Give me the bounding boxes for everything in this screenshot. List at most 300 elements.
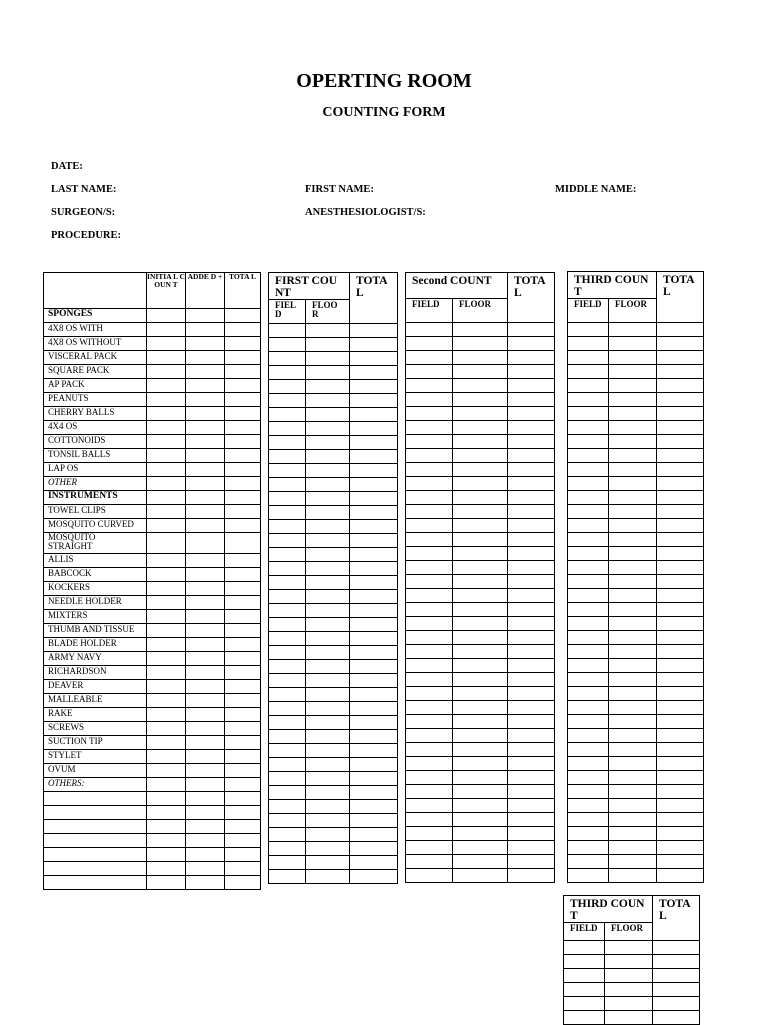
second-count-floor-cell[interactable] bbox=[453, 351, 508, 365]
initial-count-cell[interactable] bbox=[147, 505, 186, 519]
added-cell[interactable] bbox=[186, 778, 225, 792]
first-count-floor-cell[interactable] bbox=[306, 478, 350, 492]
third-count-field-cell[interactable] bbox=[568, 589, 609, 603]
first-count-floor-cell[interactable] bbox=[306, 744, 350, 758]
third-count-floor-cell[interactable] bbox=[609, 589, 657, 603]
second-count-total-cell[interactable] bbox=[508, 687, 555, 701]
first-count-total-cell[interactable] bbox=[350, 436, 398, 450]
first-count-total-cell[interactable] bbox=[350, 730, 398, 744]
third-count-total-cell[interactable] bbox=[657, 673, 704, 687]
second-count-total-cell[interactable] bbox=[508, 715, 555, 729]
first-count-field-cell[interactable] bbox=[269, 702, 306, 716]
added-cell[interactable] bbox=[186, 722, 225, 736]
added-cell[interactable] bbox=[186, 554, 225, 568]
initial-count-cell[interactable] bbox=[147, 862, 186, 876]
first-count-floor-cell[interactable] bbox=[306, 646, 350, 660]
initial-count-cell[interactable] bbox=[147, 533, 186, 554]
second-count-total-cell[interactable] bbox=[508, 813, 555, 827]
second-count-floor-cell[interactable] bbox=[453, 673, 508, 687]
initial-count-cell[interactable] bbox=[147, 421, 186, 435]
total-cell[interactable] bbox=[225, 505, 261, 519]
total-cell[interactable] bbox=[225, 477, 261, 491]
third-count-floor-cell[interactable] bbox=[609, 547, 657, 561]
second-count-field-cell[interactable] bbox=[406, 841, 453, 855]
total-cell[interactable] bbox=[225, 407, 261, 421]
initial-count-cell[interactable] bbox=[147, 876, 186, 890]
first-count-total-cell[interactable] bbox=[350, 744, 398, 758]
initial-count-cell[interactable] bbox=[147, 792, 186, 806]
second-count-field-cell[interactable] bbox=[406, 701, 453, 715]
total-cell[interactable] bbox=[225, 519, 261, 533]
second-count-floor-cell[interactable] bbox=[453, 421, 508, 435]
first-count-field-cell[interactable] bbox=[269, 450, 306, 464]
added-cell[interactable] bbox=[186, 449, 225, 463]
second-count-field-cell[interactable] bbox=[406, 729, 453, 743]
second-count-field-cell[interactable] bbox=[406, 519, 453, 533]
total-cell[interactable] bbox=[225, 778, 261, 792]
first-count-floor-cell[interactable] bbox=[306, 604, 350, 618]
second-count-floor-cell[interactable] bbox=[453, 603, 508, 617]
initial-count-cell[interactable] bbox=[147, 365, 186, 379]
third-count-extra-total-cell[interactable] bbox=[653, 983, 700, 997]
second-count-field-cell[interactable] bbox=[406, 855, 453, 869]
third-count-floor-cell[interactable] bbox=[609, 785, 657, 799]
first-count-floor-cell[interactable] bbox=[306, 492, 350, 506]
first-count-floor-cell[interactable] bbox=[306, 814, 350, 828]
second-count-total-cell[interactable] bbox=[508, 519, 555, 533]
first-count-field-cell[interactable] bbox=[269, 856, 306, 870]
first-count-field-cell[interactable] bbox=[269, 632, 306, 646]
first-count-field-cell[interactable] bbox=[269, 576, 306, 590]
first-count-total-cell[interactable] bbox=[350, 618, 398, 632]
first-count-floor-cell[interactable] bbox=[306, 422, 350, 436]
first-count-field-cell[interactable] bbox=[269, 828, 306, 842]
second-count-total-cell[interactable] bbox=[508, 337, 555, 351]
third-count-extra-field-cell[interactable] bbox=[564, 955, 605, 969]
third-count-extra-floor-cell[interactable] bbox=[605, 955, 653, 969]
first-count-total-cell[interactable] bbox=[350, 828, 398, 842]
initial-count-cell[interactable] bbox=[147, 323, 186, 337]
second-count-floor-cell[interactable] bbox=[453, 337, 508, 351]
total-cell[interactable] bbox=[225, 862, 261, 876]
second-count-field-cell[interactable] bbox=[406, 827, 453, 841]
third-count-floor-cell[interactable] bbox=[609, 407, 657, 421]
third-count-total-cell[interactable] bbox=[657, 379, 704, 393]
initial-count-cell[interactable] bbox=[147, 309, 186, 323]
first-count-total-cell[interactable] bbox=[350, 450, 398, 464]
third-count-field-cell[interactable] bbox=[568, 337, 609, 351]
first-count-total-cell[interactable] bbox=[350, 758, 398, 772]
second-count-field-cell[interactable] bbox=[406, 645, 453, 659]
second-count-total-cell[interactable] bbox=[508, 603, 555, 617]
first-count-field-cell[interactable] bbox=[269, 408, 306, 422]
second-count-total-cell[interactable] bbox=[508, 491, 555, 505]
third-count-total-cell[interactable] bbox=[657, 813, 704, 827]
first-count-floor-cell[interactable] bbox=[306, 436, 350, 450]
first-count-field-cell[interactable] bbox=[269, 800, 306, 814]
second-count-total-cell[interactable] bbox=[508, 645, 555, 659]
third-count-total-cell[interactable] bbox=[657, 687, 704, 701]
third-count-extra-field-cell[interactable] bbox=[564, 1011, 605, 1025]
second-count-total-cell[interactable] bbox=[508, 505, 555, 519]
added-cell[interactable] bbox=[186, 792, 225, 806]
first-count-field-cell[interactable] bbox=[269, 646, 306, 660]
third-count-total-cell[interactable] bbox=[657, 645, 704, 659]
third-count-field-cell[interactable] bbox=[568, 477, 609, 491]
total-cell[interactable] bbox=[225, 764, 261, 778]
initial-count-cell[interactable] bbox=[147, 666, 186, 680]
added-cell[interactable] bbox=[186, 435, 225, 449]
second-count-field-cell[interactable] bbox=[406, 491, 453, 505]
first-count-field-cell[interactable] bbox=[269, 380, 306, 394]
second-count-field-cell[interactable] bbox=[406, 603, 453, 617]
second-count-total-cell[interactable] bbox=[508, 743, 555, 757]
added-cell[interactable] bbox=[186, 407, 225, 421]
second-count-floor-cell[interactable] bbox=[453, 757, 508, 771]
first-count-field-cell[interactable] bbox=[269, 772, 306, 786]
second-count-floor-cell[interactable] bbox=[453, 869, 508, 883]
second-count-total-cell[interactable] bbox=[508, 869, 555, 883]
initial-count-cell[interactable] bbox=[147, 568, 186, 582]
total-cell[interactable] bbox=[225, 491, 261, 505]
first-count-floor-cell[interactable] bbox=[306, 450, 350, 464]
first-count-field-cell[interactable] bbox=[269, 534, 306, 548]
third-count-field-cell[interactable] bbox=[568, 771, 609, 785]
added-cell[interactable] bbox=[186, 848, 225, 862]
third-count-field-cell[interactable] bbox=[568, 841, 609, 855]
second-count-total-cell[interactable] bbox=[508, 533, 555, 547]
first-count-floor-cell[interactable] bbox=[306, 366, 350, 380]
second-count-floor-cell[interactable] bbox=[453, 813, 508, 827]
second-count-floor-cell[interactable] bbox=[453, 645, 508, 659]
first-count-floor-cell[interactable] bbox=[306, 352, 350, 366]
third-count-total-cell[interactable] bbox=[657, 547, 704, 561]
first-count-floor-cell[interactable] bbox=[306, 800, 350, 814]
first-count-total-cell[interactable] bbox=[350, 800, 398, 814]
second-count-total-cell[interactable] bbox=[508, 379, 555, 393]
total-cell[interactable] bbox=[225, 323, 261, 337]
third-count-total-cell[interactable] bbox=[657, 757, 704, 771]
second-count-floor-cell[interactable] bbox=[453, 785, 508, 799]
total-cell[interactable] bbox=[225, 568, 261, 582]
initial-count-cell[interactable] bbox=[147, 596, 186, 610]
second-count-total-cell[interactable] bbox=[508, 323, 555, 337]
third-count-extra-floor-cell[interactable] bbox=[605, 997, 653, 1011]
third-count-total-cell[interactable] bbox=[657, 449, 704, 463]
third-count-total-cell[interactable] bbox=[657, 533, 704, 547]
total-cell[interactable] bbox=[225, 421, 261, 435]
third-count-field-cell[interactable] bbox=[568, 715, 609, 729]
third-count-field-cell[interactable] bbox=[568, 407, 609, 421]
third-count-field-cell[interactable] bbox=[568, 561, 609, 575]
total-cell[interactable] bbox=[225, 337, 261, 351]
third-count-extra-field-cell[interactable] bbox=[564, 941, 605, 955]
third-count-total-cell[interactable] bbox=[657, 701, 704, 715]
first-count-field-cell[interactable] bbox=[269, 730, 306, 744]
first-count-floor-cell[interactable] bbox=[306, 576, 350, 590]
first-count-floor-cell[interactable] bbox=[306, 856, 350, 870]
first-count-total-cell[interactable] bbox=[350, 366, 398, 380]
first-count-total-cell[interactable] bbox=[350, 380, 398, 394]
initial-count-cell[interactable] bbox=[147, 652, 186, 666]
first-count-total-cell[interactable] bbox=[350, 576, 398, 590]
total-cell[interactable] bbox=[225, 435, 261, 449]
first-count-total-cell[interactable] bbox=[350, 632, 398, 646]
third-count-total-cell[interactable] bbox=[657, 351, 704, 365]
second-count-total-cell[interactable] bbox=[508, 393, 555, 407]
total-cell[interactable] bbox=[225, 736, 261, 750]
initial-count-cell[interactable] bbox=[147, 722, 186, 736]
third-count-field-cell[interactable] bbox=[568, 435, 609, 449]
third-count-floor-cell[interactable] bbox=[609, 631, 657, 645]
initial-count-cell[interactable] bbox=[147, 778, 186, 792]
third-count-total-cell[interactable] bbox=[657, 771, 704, 785]
second-count-floor-cell[interactable] bbox=[453, 561, 508, 575]
third-count-floor-cell[interactable] bbox=[609, 701, 657, 715]
total-cell[interactable] bbox=[225, 463, 261, 477]
second-count-floor-cell[interactable] bbox=[453, 855, 508, 869]
second-count-field-cell[interactable] bbox=[406, 799, 453, 813]
first-count-floor-cell[interactable] bbox=[306, 590, 350, 604]
first-count-total-cell[interactable] bbox=[350, 870, 398, 884]
added-cell[interactable] bbox=[186, 323, 225, 337]
added-cell[interactable] bbox=[186, 596, 225, 610]
initial-count-cell[interactable] bbox=[147, 337, 186, 351]
first-count-total-cell[interactable] bbox=[350, 422, 398, 436]
first-count-floor-cell[interactable] bbox=[306, 618, 350, 632]
first-count-total-cell[interactable] bbox=[350, 716, 398, 730]
first-count-field-cell[interactable] bbox=[269, 814, 306, 828]
third-count-floor-cell[interactable] bbox=[609, 449, 657, 463]
first-count-total-cell[interactable] bbox=[350, 324, 398, 338]
first-count-total-cell[interactable] bbox=[350, 604, 398, 618]
third-count-floor-cell[interactable] bbox=[609, 855, 657, 869]
first-count-total-cell[interactable] bbox=[350, 660, 398, 674]
second-count-floor-cell[interactable] bbox=[453, 547, 508, 561]
second-count-field-cell[interactable] bbox=[406, 785, 453, 799]
third-count-floor-cell[interactable] bbox=[609, 771, 657, 785]
first-count-floor-cell[interactable] bbox=[306, 702, 350, 716]
total-cell[interactable] bbox=[225, 449, 261, 463]
first-count-floor-cell[interactable] bbox=[306, 324, 350, 338]
total-cell[interactable] bbox=[225, 792, 261, 806]
first-count-floor-cell[interactable] bbox=[306, 338, 350, 352]
total-cell[interactable] bbox=[225, 533, 261, 554]
second-count-field-cell[interactable] bbox=[406, 505, 453, 519]
second-count-floor-cell[interactable] bbox=[453, 715, 508, 729]
second-count-floor-cell[interactable] bbox=[453, 771, 508, 785]
second-count-total-cell[interactable] bbox=[508, 435, 555, 449]
third-count-extra-total-cell[interactable] bbox=[653, 955, 700, 969]
second-count-total-cell[interactable] bbox=[508, 449, 555, 463]
initial-count-cell[interactable] bbox=[147, 477, 186, 491]
third-count-field-cell[interactable] bbox=[568, 701, 609, 715]
third-count-floor-cell[interactable] bbox=[609, 379, 657, 393]
first-count-field-cell[interactable] bbox=[269, 786, 306, 800]
first-count-floor-cell[interactable] bbox=[306, 674, 350, 688]
third-count-extra-total-cell[interactable] bbox=[653, 941, 700, 955]
third-count-total-cell[interactable] bbox=[657, 435, 704, 449]
first-count-field-cell[interactable] bbox=[269, 716, 306, 730]
third-count-floor-cell[interactable] bbox=[609, 715, 657, 729]
third-count-extra-floor-cell[interactable] bbox=[605, 941, 653, 955]
third-count-floor-cell[interactable] bbox=[609, 365, 657, 379]
third-count-field-cell[interactable] bbox=[568, 575, 609, 589]
first-count-total-cell[interactable] bbox=[350, 464, 398, 478]
added-cell[interactable] bbox=[186, 624, 225, 638]
third-count-total-cell[interactable] bbox=[657, 785, 704, 799]
third-count-floor-cell[interactable] bbox=[609, 575, 657, 589]
second-count-total-cell[interactable] bbox=[508, 421, 555, 435]
third-count-field-cell[interactable] bbox=[568, 505, 609, 519]
total-cell[interactable] bbox=[225, 694, 261, 708]
first-count-total-cell[interactable] bbox=[350, 548, 398, 562]
third-count-total-cell[interactable] bbox=[657, 477, 704, 491]
second-count-field-cell[interactable] bbox=[406, 673, 453, 687]
third-count-field-cell[interactable] bbox=[568, 631, 609, 645]
initial-count-cell[interactable] bbox=[147, 694, 186, 708]
third-count-floor-cell[interactable] bbox=[609, 617, 657, 631]
third-count-floor-cell[interactable] bbox=[609, 757, 657, 771]
first-count-total-cell[interactable] bbox=[350, 534, 398, 548]
third-count-floor-cell[interactable] bbox=[609, 729, 657, 743]
second-count-floor-cell[interactable] bbox=[453, 617, 508, 631]
third-count-total-cell[interactable] bbox=[657, 519, 704, 533]
second-count-floor-cell[interactable] bbox=[453, 631, 508, 645]
first-count-field-cell[interactable] bbox=[269, 422, 306, 436]
second-count-total-cell[interactable] bbox=[508, 561, 555, 575]
first-count-floor-cell[interactable] bbox=[306, 758, 350, 772]
third-count-total-cell[interactable] bbox=[657, 463, 704, 477]
first-count-field-cell[interactable] bbox=[269, 506, 306, 520]
third-count-total-cell[interactable] bbox=[657, 799, 704, 813]
third-count-floor-cell[interactable] bbox=[609, 491, 657, 505]
second-count-floor-cell[interactable] bbox=[453, 449, 508, 463]
added-cell[interactable] bbox=[186, 393, 225, 407]
first-count-floor-cell[interactable] bbox=[306, 548, 350, 562]
first-count-field-cell[interactable] bbox=[269, 394, 306, 408]
total-cell[interactable] bbox=[225, 393, 261, 407]
second-count-total-cell[interactable] bbox=[508, 771, 555, 785]
third-count-floor-cell[interactable] bbox=[609, 743, 657, 757]
third-count-total-cell[interactable] bbox=[657, 659, 704, 673]
added-cell[interactable] bbox=[186, 533, 225, 554]
second-count-floor-cell[interactable] bbox=[453, 435, 508, 449]
second-count-total-cell[interactable] bbox=[508, 351, 555, 365]
second-count-floor-cell[interactable] bbox=[453, 505, 508, 519]
second-count-field-cell[interactable] bbox=[406, 715, 453, 729]
initial-count-cell[interactable] bbox=[147, 820, 186, 834]
second-count-floor-cell[interactable] bbox=[453, 379, 508, 393]
first-count-floor-cell[interactable] bbox=[306, 716, 350, 730]
added-cell[interactable] bbox=[186, 876, 225, 890]
third-count-extra-total-cell[interactable] bbox=[653, 969, 700, 983]
second-count-total-cell[interactable] bbox=[508, 617, 555, 631]
added-cell[interactable] bbox=[186, 862, 225, 876]
added-cell[interactable] bbox=[186, 638, 225, 652]
initial-count-cell[interactable] bbox=[147, 750, 186, 764]
second-count-field-cell[interactable] bbox=[406, 687, 453, 701]
second-count-total-cell[interactable] bbox=[508, 799, 555, 813]
added-cell[interactable] bbox=[186, 519, 225, 533]
third-count-floor-cell[interactable] bbox=[609, 561, 657, 575]
third-count-total-cell[interactable] bbox=[657, 323, 704, 337]
third-count-field-cell[interactable] bbox=[568, 463, 609, 477]
second-count-total-cell[interactable] bbox=[508, 547, 555, 561]
first-count-field-cell[interactable] bbox=[269, 660, 306, 674]
third-count-field-cell[interactable] bbox=[568, 659, 609, 673]
initial-count-cell[interactable] bbox=[147, 491, 186, 505]
second-count-floor-cell[interactable] bbox=[453, 477, 508, 491]
first-count-field-cell[interactable] bbox=[269, 758, 306, 772]
added-cell[interactable] bbox=[186, 666, 225, 680]
second-count-floor-cell[interactable] bbox=[453, 393, 508, 407]
total-cell[interactable] bbox=[225, 379, 261, 393]
second-count-total-cell[interactable] bbox=[508, 841, 555, 855]
first-count-field-cell[interactable] bbox=[269, 352, 306, 366]
third-count-field-cell[interactable] bbox=[568, 603, 609, 617]
second-count-field-cell[interactable] bbox=[406, 771, 453, 785]
third-count-field-cell[interactable] bbox=[568, 351, 609, 365]
second-count-floor-cell[interactable] bbox=[453, 701, 508, 715]
second-count-field-cell[interactable] bbox=[406, 337, 453, 351]
second-count-field-cell[interactable] bbox=[406, 407, 453, 421]
added-cell[interactable] bbox=[186, 680, 225, 694]
first-count-field-cell[interactable] bbox=[269, 562, 306, 576]
initial-count-cell[interactable] bbox=[147, 435, 186, 449]
third-count-floor-cell[interactable] bbox=[609, 435, 657, 449]
second-count-total-cell[interactable] bbox=[508, 407, 555, 421]
added-cell[interactable] bbox=[186, 309, 225, 323]
third-count-extra-floor-cell[interactable] bbox=[605, 1011, 653, 1025]
third-count-floor-cell[interactable] bbox=[609, 421, 657, 435]
first-count-total-cell[interactable] bbox=[350, 352, 398, 366]
third-count-field-cell[interactable] bbox=[568, 813, 609, 827]
second-count-field-cell[interactable] bbox=[406, 533, 453, 547]
first-count-total-cell[interactable] bbox=[350, 338, 398, 352]
third-count-floor-cell[interactable] bbox=[609, 799, 657, 813]
first-count-floor-cell[interactable] bbox=[306, 660, 350, 674]
first-count-field-cell[interactable] bbox=[269, 338, 306, 352]
total-cell[interactable] bbox=[225, 848, 261, 862]
second-count-field-cell[interactable] bbox=[406, 575, 453, 589]
first-count-total-cell[interactable] bbox=[350, 590, 398, 604]
total-cell[interactable] bbox=[225, 708, 261, 722]
first-count-floor-cell[interactable] bbox=[306, 534, 350, 548]
second-count-total-cell[interactable] bbox=[508, 757, 555, 771]
first-count-floor-cell[interactable] bbox=[306, 632, 350, 646]
second-count-floor-cell[interactable] bbox=[453, 659, 508, 673]
second-count-total-cell[interactable] bbox=[508, 659, 555, 673]
third-count-field-cell[interactable] bbox=[568, 617, 609, 631]
second-count-field-cell[interactable] bbox=[406, 477, 453, 491]
second-count-field-cell[interactable] bbox=[406, 757, 453, 771]
second-count-total-cell[interactable] bbox=[508, 729, 555, 743]
first-count-field-cell[interactable] bbox=[269, 870, 306, 884]
total-cell[interactable] bbox=[225, 554, 261, 568]
first-count-total-cell[interactable] bbox=[350, 492, 398, 506]
third-count-floor-cell[interactable] bbox=[609, 533, 657, 547]
second-count-total-cell[interactable] bbox=[508, 477, 555, 491]
third-count-field-cell[interactable] bbox=[568, 491, 609, 505]
third-count-field-cell[interactable] bbox=[568, 757, 609, 771]
added-cell[interactable] bbox=[186, 365, 225, 379]
second-count-total-cell[interactable] bbox=[508, 365, 555, 379]
third-count-field-cell[interactable] bbox=[568, 645, 609, 659]
third-count-field-cell[interactable] bbox=[568, 687, 609, 701]
second-count-field-cell[interactable] bbox=[406, 379, 453, 393]
third-count-total-cell[interactable] bbox=[657, 421, 704, 435]
